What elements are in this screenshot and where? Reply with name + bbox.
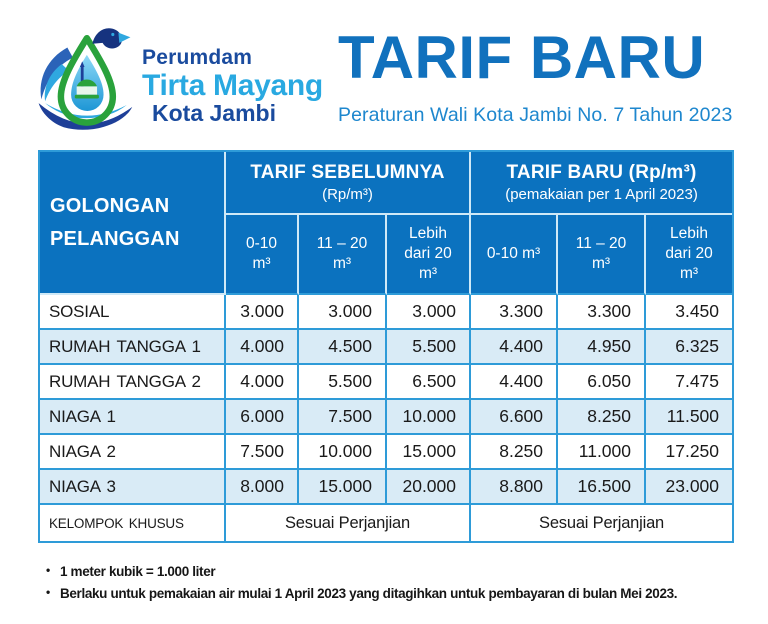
logo-line-perumdam: Perumdam	[142, 45, 253, 69]
water-drop-swan-logo-icon	[34, 22, 136, 136]
tariff-cell: 10.000	[387, 400, 471, 435]
tariff-cell: 23.000	[646, 470, 732, 505]
tariff-cell: 10.000	[299, 435, 387, 470]
row-label: SOSIAL	[40, 295, 226, 330]
tariff-cell: 15.000	[387, 435, 471, 470]
tariff-table	[38, 150, 734, 543]
table-row-rumah-tangga-2	[40, 365, 732, 400]
agreement-cell-new: Sesuai Perjanjian	[471, 505, 732, 541]
page-subtitle: Peraturan Wali Kota Jambi No. 7 Tahun 2023	[338, 104, 733, 126]
corner-line-2: PELANGGAN	[50, 227, 180, 250]
col-header-new-lebih-20: Lebih dari 20 m³	[646, 215, 732, 295]
col-header-new-0-10: 0-10 m³	[471, 215, 558, 295]
tariff-cell: 4.000	[226, 365, 299, 400]
tariff-cell: 16.500	[558, 470, 646, 505]
tariff-cell: 4.000	[226, 330, 299, 365]
logo-line-tirta-mayang: Tirta Mayang	[142, 68, 323, 102]
tariff-cell: 3.300	[558, 295, 646, 330]
row-label: NIAGA 3	[40, 470, 226, 505]
tariff-cell: 3.300	[471, 295, 558, 330]
corner-line-1: GOLONGAN	[50, 194, 170, 217]
tariff-cell: 15.000	[299, 470, 387, 505]
table-row-kelompok-khusus	[40, 505, 732, 541]
tariff-cell: 11.000	[558, 435, 646, 470]
table-row-niaga-2	[40, 435, 732, 470]
corner-header-golongan-pelanggan	[40, 152, 226, 295]
tariff-cell: 8.000	[226, 470, 299, 505]
tariff-cell: 11.500	[646, 400, 732, 435]
tariff-cell: 4.500	[299, 330, 387, 365]
tariff-cell: 17.250	[646, 435, 732, 470]
table-row-niaga-3	[40, 470, 732, 505]
tariff-cell: 8.250	[471, 435, 558, 470]
footnotes	[46, 561, 746, 604]
tariff-cell: 3.000	[226, 295, 299, 330]
row-label: NIAGA 1	[40, 400, 226, 435]
tariff-cell: 6.325	[646, 330, 732, 365]
table-group-header-row	[40, 152, 732, 215]
row-label: RUMAH TANGGA 1	[40, 330, 226, 365]
table-row-rumah-tangga-1	[40, 330, 732, 365]
group-header-tarif-sebelumnya: TARIF SEBELUMNYA (Rp/m³)	[226, 152, 471, 215]
col-header-old-lebih-20: Lebih dari 20 m³	[387, 215, 471, 295]
tariff-cell: 8.250	[558, 400, 646, 435]
row-label: RUMAH TANGGA 2	[40, 365, 226, 400]
agreement-cell-old: Sesuai Perjanjian	[226, 505, 471, 541]
tariff-cell: 5.500	[299, 365, 387, 400]
tariff-cell: 6.050	[558, 365, 646, 400]
tariff-cell: 4.400	[471, 365, 558, 400]
row-label: NIAGA 2	[40, 435, 226, 470]
tariff-cell: 20.000	[387, 470, 471, 505]
page-title: TARIF BARU	[338, 24, 706, 91]
tariff-cell: 7.500	[299, 400, 387, 435]
row-label: KELOMPOK KHUSUS	[40, 505, 226, 541]
col-header-old-11-20: 11 – 20 m³	[299, 215, 387, 295]
tariff-cell: 8.800	[471, 470, 558, 505]
company-logo	[34, 22, 323, 136]
tariff-cell: 4.950	[558, 330, 646, 365]
title-block	[338, 26, 738, 127]
tariff-cell: 3.000	[299, 295, 387, 330]
tariff-cell: 6.600	[471, 400, 558, 435]
group-header-tarif-baru: TARIF BARU (Rp/m³) (pemakaian per 1 April 2023)	[471, 152, 732, 215]
col-header-new-11-20: 11 – 20 m³	[558, 215, 646, 295]
tariff-cell: 3.000	[387, 295, 471, 330]
footnote-item: • 1 meter kubik = 1.000 liter	[46, 561, 746, 583]
tariff-cell: 7.475	[646, 365, 732, 400]
tariff-cell: 7.500	[226, 435, 299, 470]
tariff-cell: 4.400	[471, 330, 558, 365]
tariff-cell: 6.000	[226, 400, 299, 435]
footnote-item: • Berlaku untuk pemakaian air mulai 1 April 2023 yang ditagihkan untuk pembayaran di bulan Mei 2023.	[46, 583, 746, 605]
tariff-cell: 3.450	[646, 295, 732, 330]
tariff-cell: 5.500	[387, 330, 471, 365]
table-row-sosial	[40, 295, 732, 330]
table-row-niaga-1	[40, 400, 732, 435]
logo-text	[142, 46, 323, 127]
logo-line-kota-jambi: Kota Jambi	[152, 100, 276, 127]
tariff-cell: 6.500	[387, 365, 471, 400]
col-header-old-0-10: 0-10 m³	[226, 215, 299, 295]
